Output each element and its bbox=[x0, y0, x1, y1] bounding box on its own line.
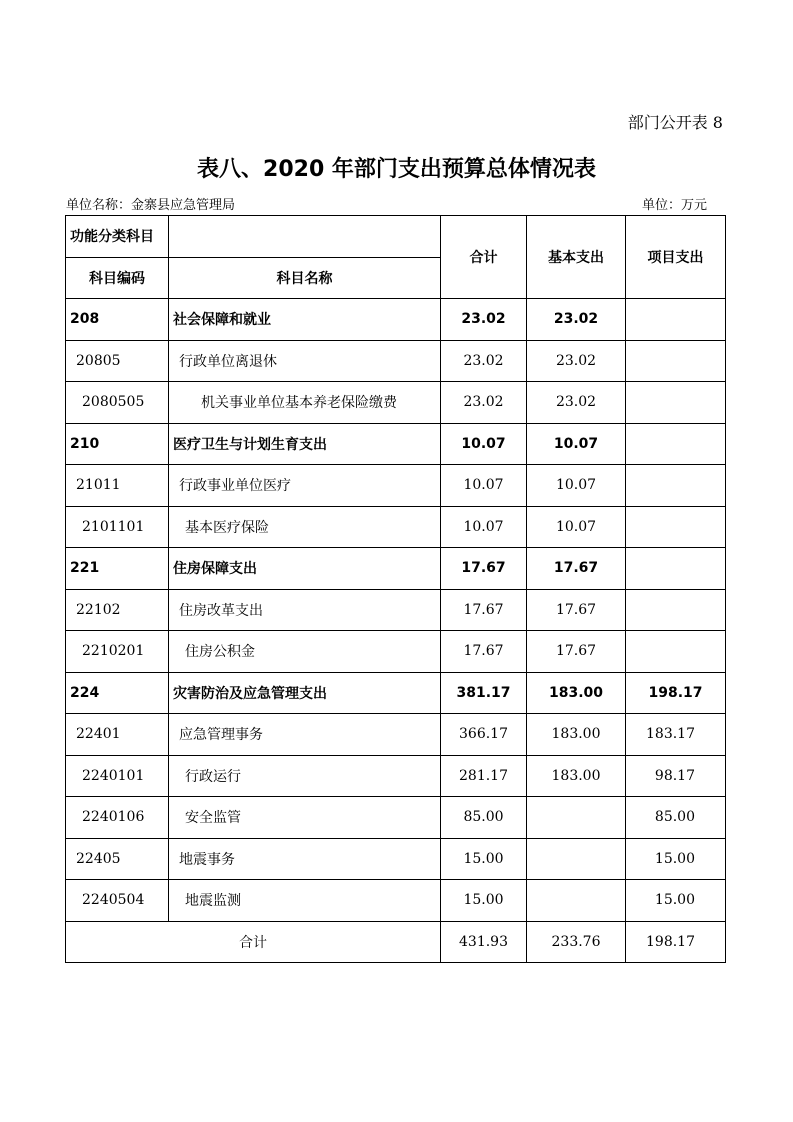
row-total: 17.67 bbox=[441, 548, 527, 590]
row-code: 224 bbox=[66, 672, 169, 714]
table-row bbox=[66, 548, 726, 590]
row-total: 366.17 bbox=[441, 714, 527, 756]
row-total: 381.17 bbox=[441, 672, 527, 714]
row-name: 机关事业单位基本养老保险缴费 bbox=[169, 382, 441, 424]
row-total: 15.00 bbox=[441, 838, 527, 880]
table-row bbox=[66, 797, 726, 839]
table-row bbox=[66, 299, 726, 341]
row-name: 社会保障和就业 bbox=[169, 299, 441, 341]
total-basic: 233.76 bbox=[527, 921, 626, 963]
table-row bbox=[66, 589, 726, 631]
row-basic: 17.67 bbox=[527, 631, 626, 673]
row-name: 行政单位离退休 bbox=[169, 340, 441, 382]
total-row bbox=[66, 921, 726, 963]
row-total: 17.67 bbox=[441, 631, 527, 673]
row-total: 10.07 bbox=[441, 423, 527, 465]
row-name: 住房改革支出 bbox=[169, 589, 441, 631]
row-code: 22401 bbox=[66, 714, 169, 756]
row-total: 23.02 bbox=[441, 299, 527, 341]
table-row bbox=[66, 714, 726, 756]
row-code: 21011 bbox=[66, 465, 169, 507]
table-row bbox=[66, 631, 726, 673]
row-code: 2240504 bbox=[66, 880, 169, 922]
row-name: 行政运行 bbox=[169, 755, 441, 797]
table-row bbox=[66, 423, 726, 465]
row-code: 208 bbox=[66, 299, 169, 341]
header-row-1 bbox=[66, 216, 726, 258]
row-basic: 23.02 bbox=[527, 382, 626, 424]
row-name: 应急管理事务 bbox=[169, 714, 441, 756]
header-code: 科目编码 bbox=[66, 257, 169, 299]
row-project bbox=[626, 299, 726, 341]
row-total: 10.07 bbox=[441, 465, 527, 507]
row-basic: 10.07 bbox=[527, 423, 626, 465]
row-total: 85.00 bbox=[441, 797, 527, 839]
row-total: 23.02 bbox=[441, 340, 527, 382]
row-code: 22405 bbox=[66, 838, 169, 880]
row-basic: 183.00 bbox=[527, 714, 626, 756]
row-project bbox=[626, 340, 726, 382]
row-total: 17.67 bbox=[441, 589, 527, 631]
table-row bbox=[66, 838, 726, 880]
row-name: 医疗卫生与计划生育支出 bbox=[169, 423, 441, 465]
row-basic: 10.07 bbox=[527, 465, 626, 507]
row-project bbox=[626, 589, 726, 631]
row-project bbox=[626, 465, 726, 507]
header-blank bbox=[169, 216, 441, 258]
table-row bbox=[66, 506, 726, 548]
row-project: 15.00 bbox=[626, 880, 726, 922]
row-name: 灾害防治及应急管理支出 bbox=[169, 672, 441, 714]
table-row bbox=[66, 880, 726, 922]
row-project bbox=[626, 382, 726, 424]
row-basic bbox=[527, 797, 626, 839]
row-project bbox=[626, 548, 726, 590]
row-project bbox=[626, 506, 726, 548]
header-category: 功能分类科目 bbox=[66, 216, 169, 258]
budget-table bbox=[65, 215, 726, 963]
row-code: 20805 bbox=[66, 340, 169, 382]
table-row bbox=[66, 672, 726, 714]
row-project bbox=[626, 423, 726, 465]
row-name: 基本医疗保险 bbox=[169, 506, 441, 548]
row-basic bbox=[527, 838, 626, 880]
row-total: 23.02 bbox=[441, 382, 527, 424]
total-project: 198.17 bbox=[626, 921, 726, 963]
row-code: 210 bbox=[66, 423, 169, 465]
row-project: 98.17 bbox=[626, 755, 726, 797]
row-name: 行政事业单位医疗 bbox=[169, 465, 441, 507]
row-name: 地震监测 bbox=[169, 880, 441, 922]
total-total: 431.93 bbox=[441, 921, 527, 963]
header-project: 项目支出 bbox=[626, 216, 726, 299]
row-project: 15.00 bbox=[626, 838, 726, 880]
row-total: 15.00 bbox=[441, 880, 527, 922]
row-code: 2240106 bbox=[66, 797, 169, 839]
header-basic: 基本支出 bbox=[527, 216, 626, 299]
table-row bbox=[66, 382, 726, 424]
row-project: 85.00 bbox=[626, 797, 726, 839]
row-name: 住房保障支出 bbox=[169, 548, 441, 590]
row-name: 住房公积金 bbox=[169, 631, 441, 673]
unit-label: 单位：万元 bbox=[641, 198, 707, 213]
header-name: 科目名称 bbox=[169, 257, 441, 299]
unit-name: 单位名称：金寨县应急管理局 bbox=[66, 198, 236, 213]
row-code: 221 bbox=[66, 548, 169, 590]
row-basic: 23.02 bbox=[527, 299, 626, 341]
row-basic bbox=[527, 880, 626, 922]
row-total: 10.07 bbox=[441, 506, 527, 548]
row-basic: 183.00 bbox=[527, 755, 626, 797]
row-total: 281.17 bbox=[441, 755, 527, 797]
row-code: 2210201 bbox=[66, 631, 169, 673]
row-code: 2240101 bbox=[66, 755, 169, 797]
page-title: 表八、2020 年部门支出预算总体情况表 bbox=[197, 157, 596, 182]
table-row bbox=[66, 465, 726, 507]
row-project: 183.17 bbox=[626, 714, 726, 756]
row-code: 2101101 bbox=[66, 506, 169, 548]
row-basic: 17.67 bbox=[527, 548, 626, 590]
table-number: 部门公开表 8 bbox=[627, 113, 723, 132]
row-basic: 10.07 bbox=[527, 506, 626, 548]
row-project bbox=[626, 631, 726, 673]
row-name: 地震事务 bbox=[169, 838, 441, 880]
table-row bbox=[66, 755, 726, 797]
row-project: 198.17 bbox=[626, 672, 726, 714]
table-row bbox=[66, 340, 726, 382]
row-code: 2080505 bbox=[66, 382, 169, 424]
row-name: 安全监管 bbox=[169, 797, 441, 839]
row-basic: 23.02 bbox=[527, 340, 626, 382]
header-total: 合计 bbox=[441, 216, 527, 299]
row-code: 22102 bbox=[66, 589, 169, 631]
total-label: 合计 bbox=[66, 921, 441, 963]
row-basic: 17.67 bbox=[527, 589, 626, 631]
row-basic: 183.00 bbox=[527, 672, 626, 714]
